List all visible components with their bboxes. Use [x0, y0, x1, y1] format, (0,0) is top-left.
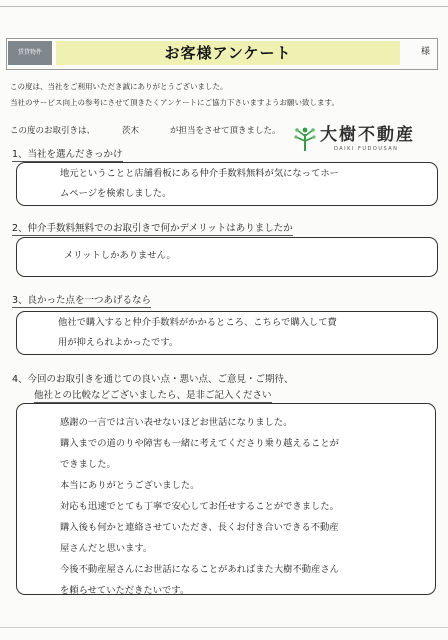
answer-4-line: 感謝の一言では言い表せないほどお世話になりました。	[60, 417, 293, 428]
staff-label: この度のお取引きは、	[10, 126, 96, 136]
question-2-label: 2、仲介手数料無料でのお取引きで何かデメリットはありましたか	[12, 223, 293, 234]
intro-line-1: この度は、当社をご利用いただき誠にありがとうございました。	[10, 82, 228, 91]
answer-4-line: 今後不動産屋さんにお世話になることがあればまた大樹不動産さん	[60, 564, 339, 575]
answer-4-line: 屋さんだと思います。	[60, 543, 153, 554]
category-tag: 賃貸物件	[8, 41, 52, 65]
question-4-label-2: 他社との比較などございましたら、是非ご記入ください	[34, 390, 272, 401]
answer-1-text	[60, 164, 339, 204]
question-1-label: 1、当社を選んだきっかけ	[12, 149, 123, 160]
answer-1-line: 地元ということと店舗看板にある仲介手数料無料が気になってホー	[60, 168, 339, 179]
logo-subtitle: DAIKI FUDOUSAN	[334, 146, 399, 152]
honorific-suffix: 様	[421, 47, 431, 57]
intro-line-2: 当社のサービス向上の参考にさせて頂きたくアンケートにご協力下さいますようお願い致します。	[10, 98, 339, 107]
staff-name: 茨木	[122, 126, 140, 136]
question-3-label: 3、良かった点を一つあげるなら	[12, 295, 152, 306]
answer-2-text	[64, 246, 176, 266]
answer-4-line: 購入後も何かと連絡させていただき、長くお付き合いできる不動産	[60, 522, 339, 533]
answer-4-text	[60, 412, 339, 601]
top-scan-line	[0, 6, 448, 7]
tree-logo-icon	[294, 126, 316, 152]
staff-tail: が担当をさせて頂きました。	[170, 126, 281, 136]
answer-4-line: できました。	[60, 459, 116, 470]
question-4-label: 4、今回のお取引きを通じての良い点・悪い点、ご意見・ご期待、	[12, 374, 294, 385]
bottom-scan-line	[0, 627, 448, 628]
answer-4-line: 対応も迅速でとても丁寧で安心してお任せすることができました。	[60, 501, 339, 512]
answer-1-line: ムページを検索しました。	[60, 188, 172, 199]
answer-4-line: 本当にありがとうございました。	[60, 480, 200, 491]
answer-4-line: 購入までの道のりや障害も一緒に考えてくださり乗り越えることが	[60, 438, 339, 449]
page-title: お客様アンケート	[164, 44, 292, 62]
answer-3-line: 他社で購入すると仲介手数料がかかるところ、こちらで購入して費	[58, 317, 337, 328]
answer-3-text	[58, 313, 337, 353]
answer-3-line: 用が抑えられよかったです。	[58, 337, 179, 348]
answer-4-line: を頼らせていただきたいです。	[60, 585, 190, 596]
logo-name: 大樹不動産	[320, 125, 415, 145]
answer-2-line: メリットしかありません。	[64, 250, 176, 261]
